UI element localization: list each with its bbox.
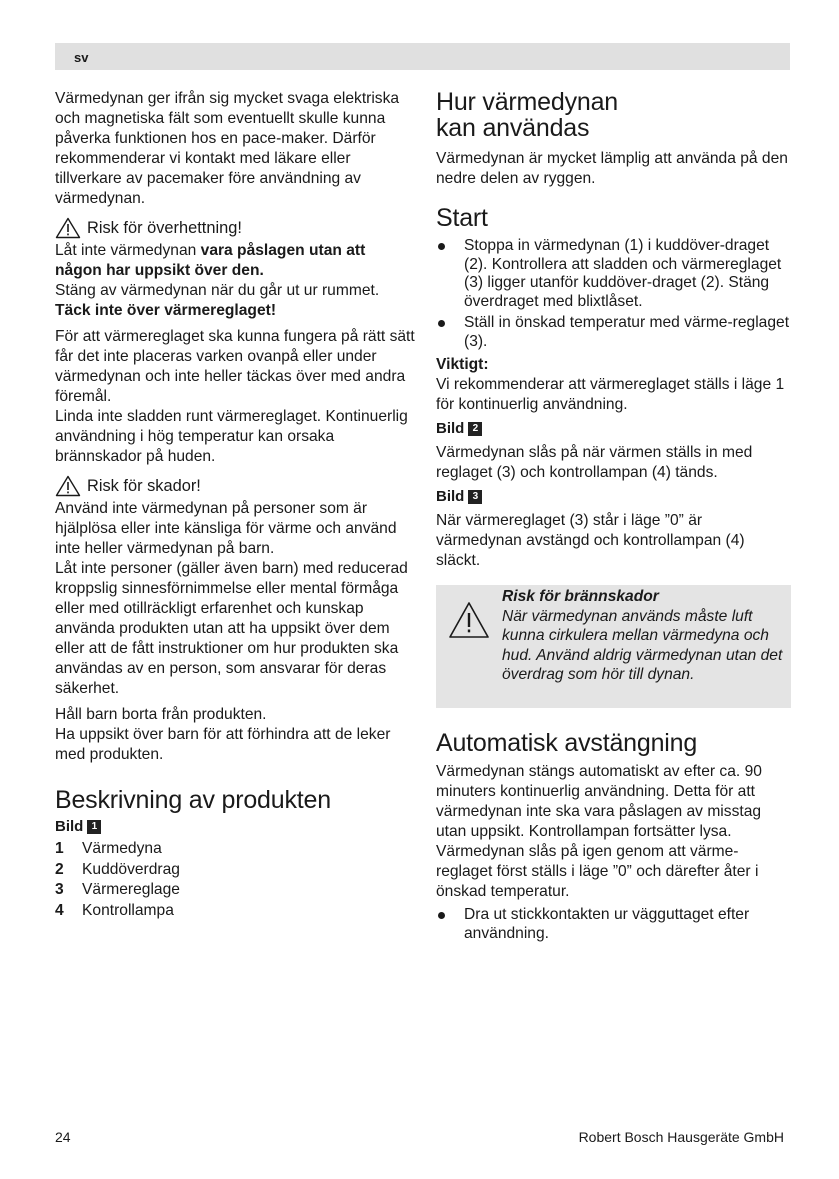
overheat-warning-title: Risk för överhettning!: [87, 219, 242, 237]
language-bar: [55, 43, 790, 70]
figure-3-text: När värmereglaget (3) står i läge ”0” är värmedynan avstängd och kontrollampan (4) släckt.: [436, 512, 745, 569]
auto-off-steps: [436, 906, 791, 943]
part-label: Värmereglage: [82, 881, 180, 898]
important-text: Vi rekommenderar att värmereglaget ställs i läge 1 för kontinuerlig användning.: [436, 376, 785, 413]
burn-warning-content: [502, 587, 784, 685]
auto-off-text-1: Värmedynan stängs automatiskt av efter ca. 90 minuters kontinuerlig användning. Detta för att värmedynan inte ska vara påslagen av misstag utan uppsikt. Kontrollampan fortsätter lysa.: [436, 763, 762, 840]
parts-list: [55, 839, 415, 921]
figure-label: Bild: [436, 488, 465, 505]
cord-text: Linda inte sladden runt värmereglaget. Kontinuerlig användning i hög temperatur kan orsaka brännskador på huden.: [55, 408, 408, 465]
injury-text-4: Ha uppsikt över barn för att förhindra att de leker med produkten.: [55, 726, 391, 763]
company-name: Robert Bosch Hausgeräte GmbH: [578, 1129, 784, 1145]
injury-text-2: Låt inte personer (gäller även barn) med reducerad kroppslig sinnesförnimmelse eller mental förmåga eller med otillräckligt erfarenhet och kunskap använda produkten utan att ha uppsikt över dem eller att de fått instruktioner om hur produkten ska användas av en person, som ansvarar för deras säkerhet.: [55, 560, 408, 697]
usage-text: Värmedynan är mycket lämplig att använda på den nedre delen av ryggen.: [436, 150, 788, 187]
burn-warning-text: När värmedynan används måste luft kunna cirkulera mellan värmedyna och hud. Använd aldrig värmedynan utan det överdrag som hör till dynan.: [502, 607, 783, 683]
auto-off-text-2: Värmedynan slås på igen genom att värme-reglaget först ställs i läge ”0” och därefter åter i önskad temperatur.: [436, 843, 759, 900]
usage-title-line-2: kan användas: [436, 114, 590, 142]
usage-title-line-1: Hur värmedynan: [436, 88, 619, 116]
right-column: [436, 89, 791, 946]
left-column: [55, 89, 415, 921]
injury-warning-title: Risk för skador!: [87, 477, 201, 495]
overheat-warning-text: [55, 241, 415, 281]
list-item: Stoppa in värmedynan (1) i kuddöver-draget (2). Kontrollera att sladden och värmereglaget (3) ligger utanför kuddöver-draget (2). Stäng överdraget med blixtlåset.: [436, 237, 791, 311]
figure-ref-1: [55, 817, 415, 837]
figure-ref-3: [436, 487, 791, 507]
burn-warning-box: [436, 585, 791, 708]
start-title: Start: [436, 204, 488, 232]
warning-triangle-icon: [448, 601, 490, 639]
list-item: [55, 839, 415, 860]
figure-number: 1: [87, 820, 101, 834]
figure-2-text: Värmedynan slås på när värmen ställs in med reglaget (3) och kontrollampan (4) tänds.: [436, 444, 753, 481]
part-label: Kuddöverdrag: [82, 860, 180, 878]
warning-triangle-icon: [55, 475, 81, 497]
language-code: sv: [74, 50, 89, 65]
figure-number: 2: [468, 422, 482, 436]
part-label: Kontrollampa: [82, 901, 174, 919]
warning-triangle-icon: [55, 217, 81, 239]
cover-text: För att värmereglaget ska kunna fungera på rätt sätt får det inte placeras varken ovanpå eller under värmedynan och inte heller täckas över med andra föremål.: [55, 328, 415, 405]
list-item: [55, 880, 415, 901]
part-number: 1: [55, 840, 64, 857]
figure-number: 3: [468, 490, 482, 504]
injury-text-1: Använd inte värmedynan på personer som är hjälplösa eller inte känsliga för värme och använd inte heller värmedynan på barn.: [55, 500, 397, 557]
product-description-title: Beskrivning av produkten: [55, 786, 331, 814]
list-item: Ställ in önskad temperatur med värme-reglaget (3).: [436, 314, 791, 351]
overheat-switch-off-text: Stäng av värmedynan när du går ut ur rummet.: [55, 282, 380, 299]
usage-title: [436, 89, 791, 141]
part-number: 4: [55, 901, 64, 919]
injury-text-3: Håll barn borta från produkten.: [55, 706, 267, 723]
cover-heading: Täck inte över värmereglaget!: [55, 302, 277, 319]
pacemaker-note: Värmedynan ger ifrån sig mycket svaga elektriska och magnetiska fält som eventuellt skulle kunna påverka funktionen hos en pace-maker. Därför rekommenderar vi kontakt med läkare eller tillverkare av pacemaker före användning av värmedynan.: [55, 90, 400, 207]
list-item: [55, 860, 415, 881]
important-heading: Viktigt:: [436, 356, 489, 373]
figure-label: Bild: [55, 818, 84, 835]
part-label: Värmedyna: [82, 840, 162, 857]
start-steps: [436, 237, 791, 351]
figure-label: Bild: [436, 420, 465, 437]
overheat-warning-heading: [55, 217, 415, 239]
page-number: 24: [55, 1129, 71, 1145]
figure-ref-2: [436, 419, 791, 439]
list-item: [55, 901, 415, 922]
part-number: 2: [55, 860, 64, 878]
overheat-text-bold: vara påslagen utan att någon har uppsikt över den.: [55, 242, 366, 279]
injury-warning-heading: [55, 475, 415, 497]
overheat-text-pre: Låt inte värmedynan: [55, 242, 201, 259]
part-number: 3: [55, 881, 64, 898]
burn-warning-title: Risk för brännskador: [502, 588, 659, 605]
list-item: Dra ut stickkontakten ur vägguttaget efter användning.: [436, 906, 791, 943]
auto-off-title: Automatisk avstängning: [436, 729, 698, 757]
